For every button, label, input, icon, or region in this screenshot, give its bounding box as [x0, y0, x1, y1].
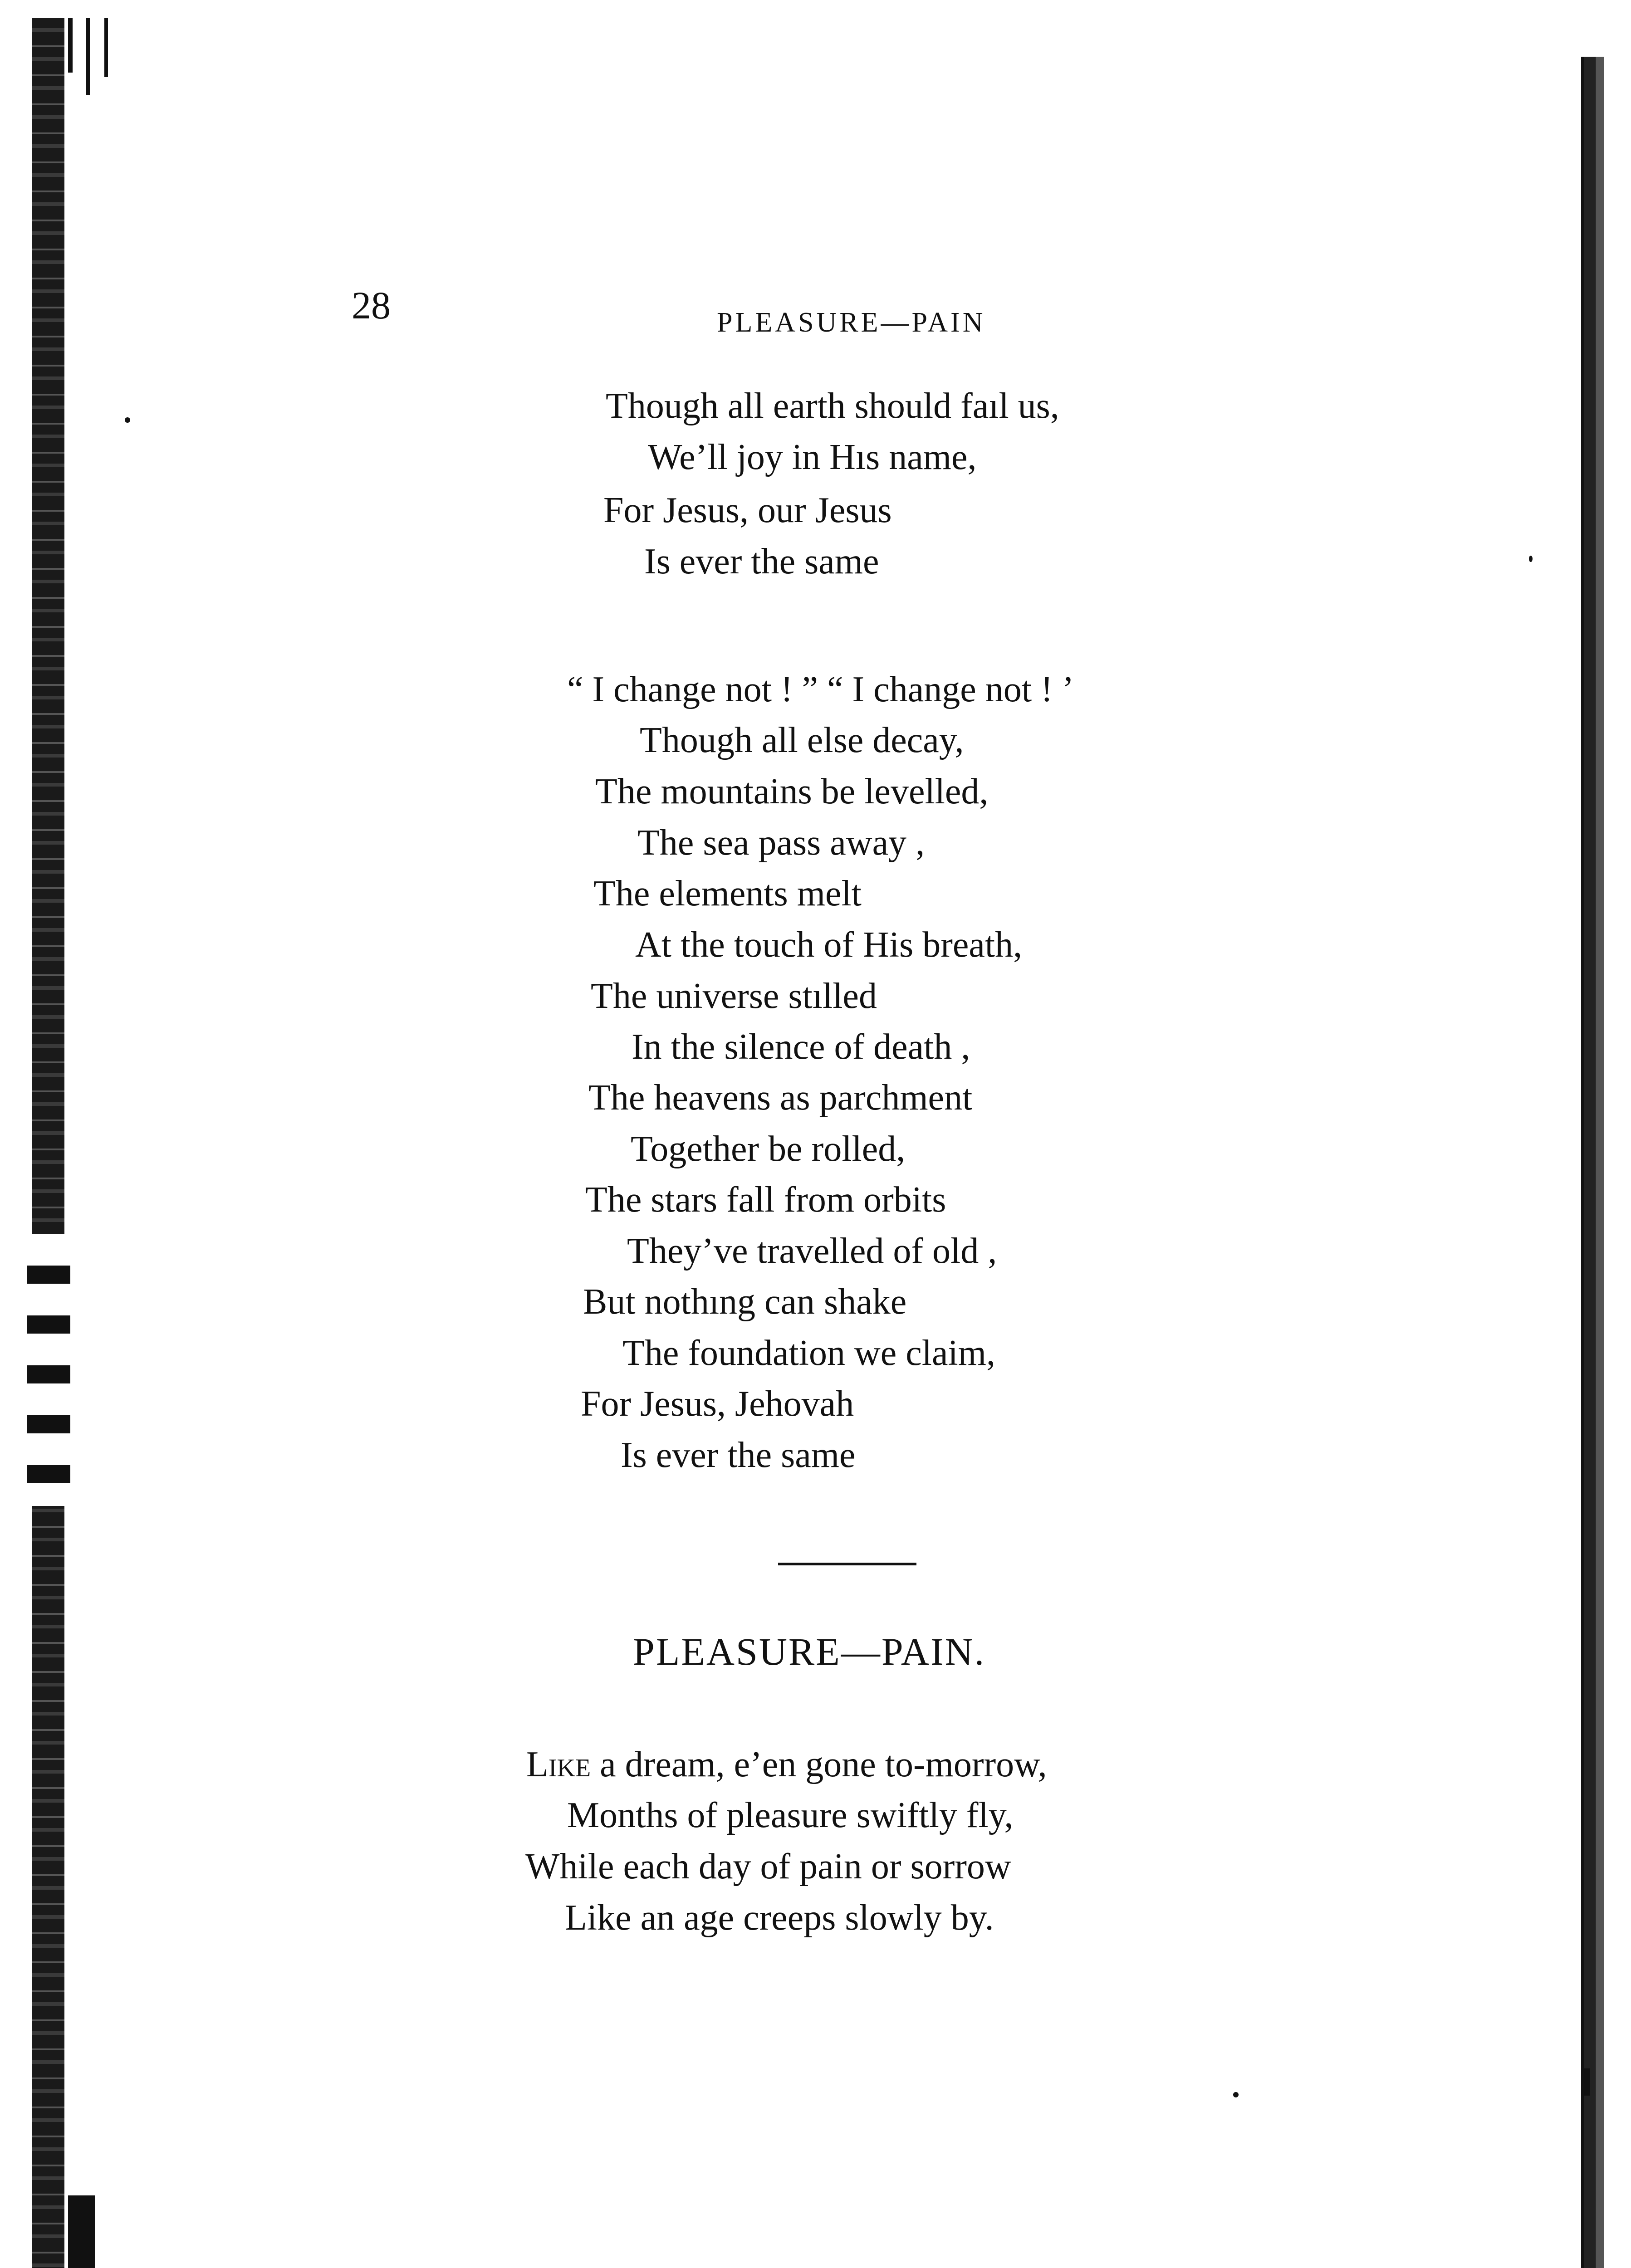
scan-speck — [1233, 2092, 1239, 2097]
poem-line: The heavens as parchment — [588, 1078, 973, 1118]
poem-line: The stars fall from orbits — [585, 1180, 946, 1220]
poem-line: We’ll joy in Hıs name, — [648, 437, 977, 477]
scan-edge-left — [32, 18, 64, 2268]
poem-line — [526, 1746, 1047, 1783]
poem-line: For Jesus, Jehovah — [581, 1384, 854, 1424]
poem-first-word: Like — [526, 1745, 591, 1784]
poem-line: For Jesus, our Jesus — [603, 490, 892, 530]
poem-line-text: a dream, e’en gone to-morrow, — [591, 1745, 1047, 1784]
section-divider — [778, 1563, 916, 1565]
poem-line: Is ever the same — [644, 542, 879, 582]
poem-line: Together be rolled, — [631, 1129, 906, 1169]
scan-speck — [125, 417, 130, 423]
scan-edge-right-notch — [1565, 2068, 1590, 2096]
poem-title: PLEASURE—PAIN. — [633, 1630, 986, 1673]
poem-line: The foundation we claim, — [622, 1333, 995, 1373]
poem-line: Months of pleasure swiftly fly, — [567, 1795, 1014, 1835]
poem-line: But nothıng can shake — [583, 1282, 907, 1322]
poem-line: The sea pass away , — [637, 823, 925, 863]
scan-edge-left-tick — [68, 2195, 95, 2268]
scan-edge-left-tick — [68, 18, 73, 73]
scan-edge-left-tick — [86, 18, 90, 95]
poem-line: “ I change not ! ” “ I change not ! ’ — [567, 670, 1074, 709]
poem-line: The mountains be levelled, — [595, 772, 989, 811]
scan-edge-left-tick — [104, 18, 108, 77]
scan-speck — [1529, 556, 1533, 562]
poem-line: Is ever the same — [621, 1435, 856, 1475]
poem-line: The universe stılled — [591, 976, 877, 1016]
poem-line: At the touch of His breath, — [635, 925, 1023, 965]
scan-edge-right — [1581, 57, 1604, 2268]
poem-line: They’ve travelled of old , — [627, 1231, 997, 1271]
poem-line: Like an age creeps slowly by. — [565, 1898, 994, 1938]
page-number: 28 — [352, 284, 391, 327]
poem-line: The elements melt — [593, 874, 862, 914]
running-head: PLEASURE—PAIN — [717, 307, 986, 338]
poem-line: Though all earth should faıl us, — [606, 386, 1059, 426]
poem-line: In the silence of death , — [632, 1027, 970, 1067]
scan-edge-left-gap — [27, 1234, 70, 1506]
poem-line: Though all else decay, — [640, 720, 964, 760]
poem-line: While each day of pain or sorrow — [525, 1847, 1011, 1887]
